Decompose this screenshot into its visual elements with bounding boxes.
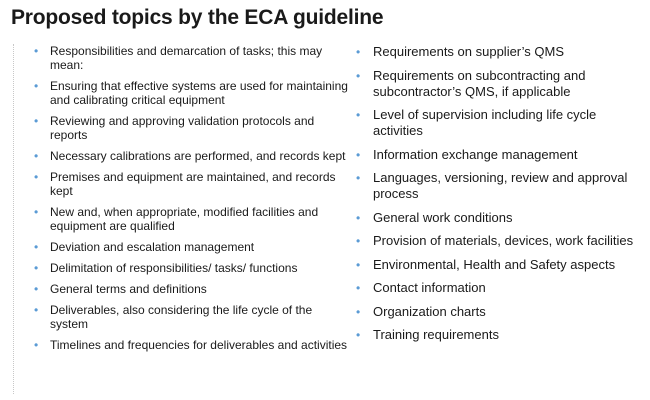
topic-text: Requirements on supplier’s QMS (373, 44, 564, 59)
bullet-icon: • (356, 108, 361, 122)
divider (13, 44, 14, 394)
topic-item (356, 44, 645, 60)
topic-text: Organization charts (373, 303, 486, 319)
topic-text: General terms and definitions (50, 282, 207, 296)
bullet-icon: • (34, 303, 39, 317)
topic-item (34, 282, 350, 296)
bullet-icon: • (356, 328, 361, 342)
topic-item (34, 170, 350, 198)
topic-text: Premises and equipment are maintained, and records kept (50, 170, 336, 198)
bullet-icon: • (34, 79, 39, 93)
bullet-icon: • (356, 171, 361, 185)
bullet-icon: • (356, 281, 361, 295)
topic-text: Training requirements (373, 327, 499, 342)
topic-item (356, 280, 645, 296)
bullet-icon: • (356, 234, 361, 248)
left-topic-list (34, 44, 350, 359)
topic-text: Deviation and escalation management (50, 240, 255, 254)
topic-item (356, 67, 645, 100)
bullet-icon: • (34, 44, 39, 58)
topic-text: Environmental, Health and Safety aspects (373, 256, 616, 272)
topic-item (34, 303, 350, 331)
topic-item (356, 107, 645, 139)
topic-item (356, 233, 645, 249)
bullet-icon: • (34, 114, 39, 128)
right-topic-list (356, 44, 645, 351)
topic-item (34, 149, 350, 163)
topic-text: New and, when appropriate, modified facilities and equipment are qualified (50, 205, 319, 233)
topic-text: Provision of materials, devices, work facilities (373, 233, 634, 248)
topic-text: Level of supervision including life cycle activities (373, 107, 597, 138)
bullet-icon: • (356, 45, 361, 59)
topic-text: General work conditions (373, 209, 513, 225)
topic-text: Necessary calibrations are performed, and records kept (50, 149, 346, 163)
topic-item (356, 303, 645, 320)
bullet-icon: • (356, 304, 361, 319)
topic-text: Delimitation of responsibilities/ tasks/ functions (50, 261, 298, 275)
bullet-icon: • (34, 205, 39, 219)
bullet-icon: • (34, 282, 39, 296)
topic-item (34, 79, 350, 107)
topic-text: Ensuring that effective systems are used for maintaining and calibrating critical equipment (50, 79, 348, 107)
topic-text: Timelines and frequencies for deliverables and activities (50, 338, 348, 352)
topic-item (34, 338, 350, 352)
topic-item (34, 205, 350, 233)
topic-text: Responsibilities and demarcation of tasks; this may mean: (50, 44, 323, 72)
topic-item (34, 114, 350, 142)
bullet-icon: • (356, 68, 361, 83)
topic-text: Languages, versioning, review and approval process (373, 170, 628, 201)
bullet-icon: • (34, 240, 39, 254)
topic-item (356, 209, 645, 226)
topic-item (356, 256, 645, 273)
bullet-icon: • (356, 257, 361, 272)
topic-text: Reviewing and approving validation protocols and reports (50, 114, 315, 142)
page-title: Proposed topics by the ECA guideline (11, 6, 384, 29)
topic-item (356, 170, 645, 202)
topic-text: Deliverables, also considering the life cycle of the system (50, 303, 313, 331)
topic-item (356, 327, 645, 343)
bullet-icon: • (34, 170, 39, 184)
topic-text: Information exchange management (373, 146, 578, 162)
topic-item (356, 146, 645, 163)
topic-item (34, 240, 350, 254)
bullet-icon: • (34, 338, 39, 352)
topic-text: Contact information (373, 280, 486, 295)
bullet-icon: • (34, 149, 39, 163)
bullet-icon: • (356, 147, 361, 162)
topic-item (34, 261, 350, 275)
topic-text: Requirements on subcontracting and subcontractor’s QMS, if applicable (373, 67, 586, 99)
topic-item (34, 44, 350, 72)
bullet-icon: • (34, 261, 39, 275)
bullet-icon: • (356, 210, 361, 225)
